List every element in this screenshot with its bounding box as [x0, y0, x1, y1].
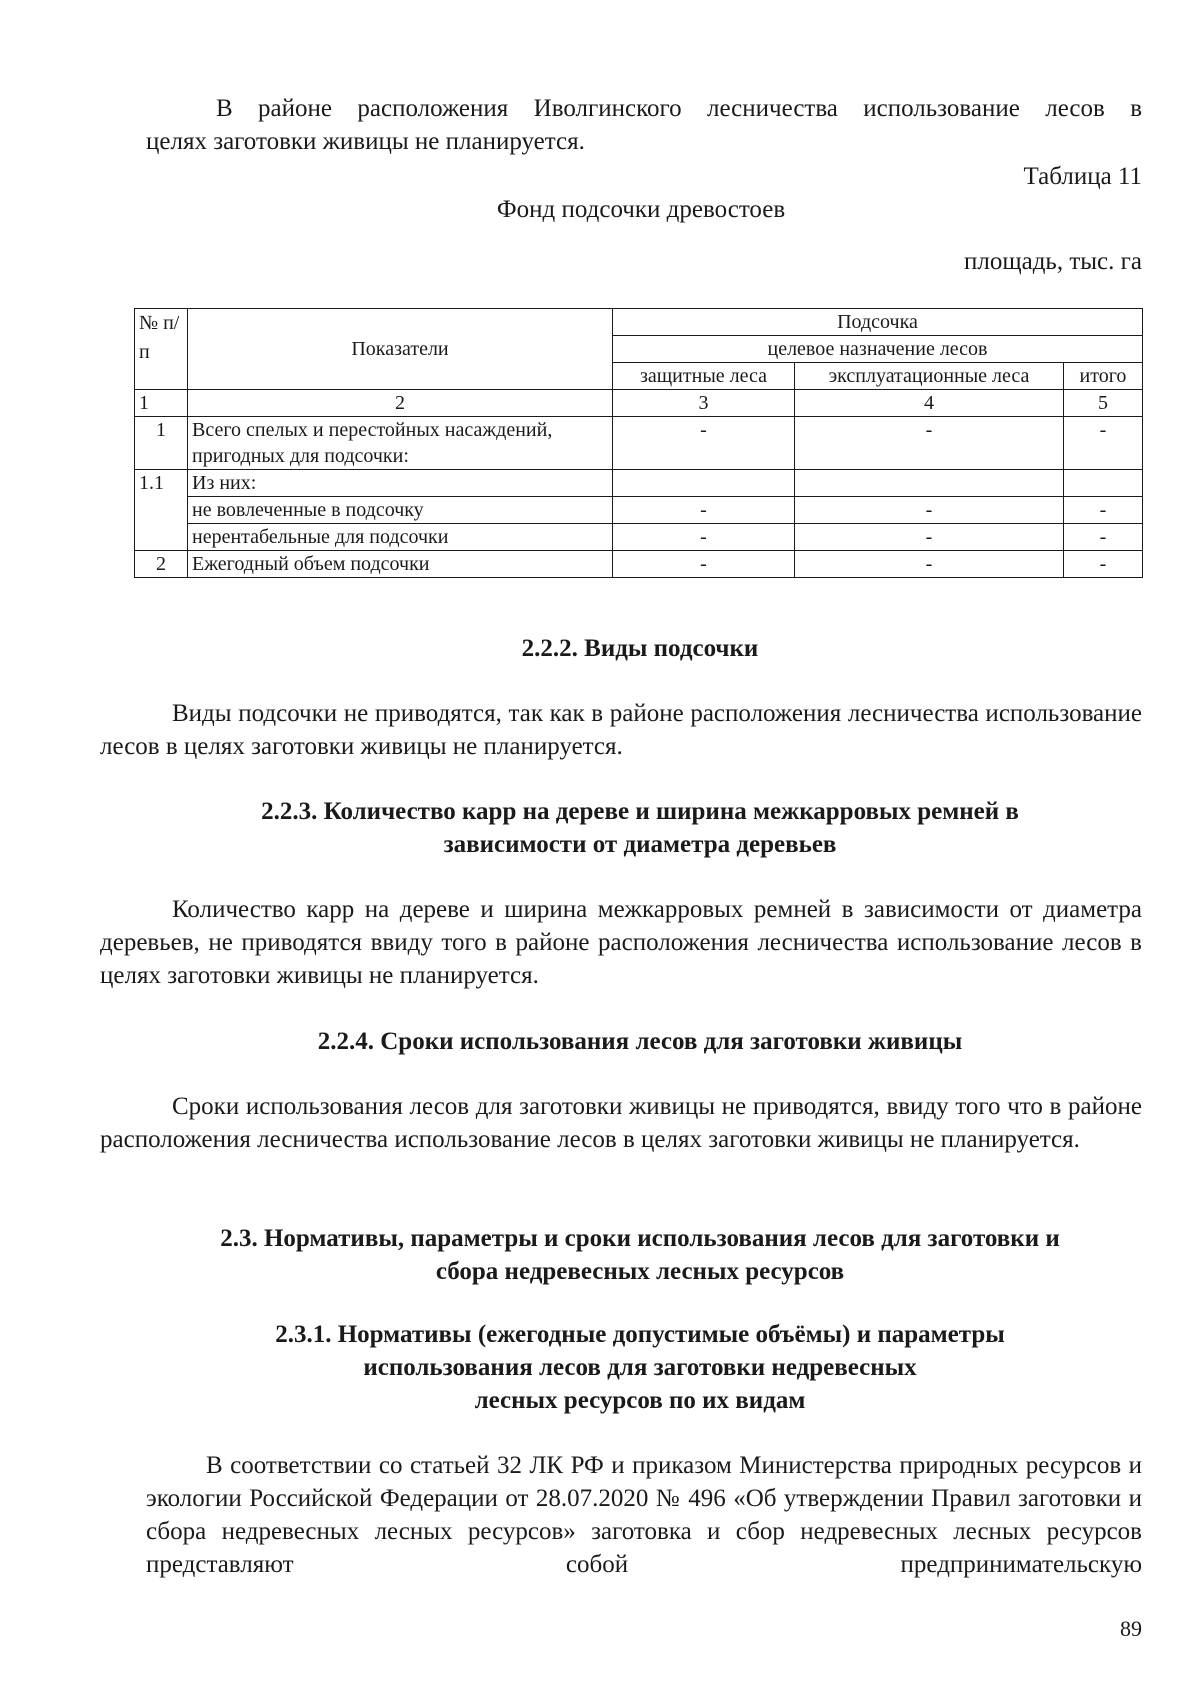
heading-2-2-2: 2.2.2. Виды подсочки — [521, 635, 759, 662]
heading-2-2-4: 2.2.4. Сроки использования лесов для заготовки живицы — [317, 1028, 963, 1055]
heading-2-3-line-2: сбора недревесных лесных ресурсов — [435, 1258, 845, 1285]
tapping-fund-table — [134, 308, 1143, 578]
row-c5: - — [1064, 524, 1143, 551]
heading-2-2-3-line-1: 2.2.3. Количество карр на дереве и ширина межкарровых ремней в — [261, 798, 1019, 825]
colnum-2: 2 — [188, 390, 613, 417]
heading-2-3-1-line-2: использования лесов для заготовки недревесных — [363, 1354, 917, 1381]
header-protective: защитные леса — [613, 363, 795, 390]
row-c3: - — [613, 551, 795, 578]
paragraph-2-2-3: Количество карр на дереве и ширина межкарровых ремней в зависимости от диаметра деревьев, не приводятся ввиду того в районе расположения лесничества использование лесов в целях заготовки живицы не планируется. — [100, 896, 1142, 989]
row-c5: - — [1064, 417, 1143, 470]
header-purpose: целевое назначение лесов — [613, 336, 1143, 363]
table-unit: площадь, тыс. га — [964, 248, 1142, 275]
row-num — [135, 497, 188, 524]
colnum-4: 4 — [795, 390, 1064, 417]
column-number-row — [135, 390, 1143, 417]
colnum-1: 1 — [135, 390, 188, 417]
table-title: Фонд подсочки древостоев — [496, 196, 786, 223]
heading-2-3-line-1: 2.3. Нормативы, параметры и сроки использования лесов для заготовки и — [220, 1225, 1060, 1252]
row-name: нерентабельные для подсочки — [188, 524, 613, 551]
header-num: № п/п — [135, 309, 188, 390]
row-num: 1.1 — [135, 470, 188, 497]
header-tapping: Подсочка — [613, 309, 1143, 336]
intro-line-1: В районе расположения Иволгинского лесничества использование лесов в — [216, 95, 1142, 122]
row-num: 2 — [135, 551, 188, 578]
row-c3 — [613, 470, 795, 497]
row-name: Из них: — [188, 470, 613, 497]
intro-line-2: целях заготовки живицы не планируется. — [146, 128, 585, 155]
table-row — [135, 470, 1143, 497]
table-row — [135, 524, 1143, 551]
row-c5 — [1064, 470, 1143, 497]
row-num: 1 — [135, 417, 188, 470]
row-c4: - — [795, 417, 1064, 470]
row-num — [135, 524, 188, 551]
row-c3: - — [613, 524, 795, 551]
row-c4: - — [795, 497, 1064, 524]
heading-2-2-3-line-2: зависимости от диаметра деревьев — [443, 831, 837, 858]
header-exploitation: эксплуатационные леса — [795, 363, 1064, 390]
row-c5: - — [1064, 497, 1143, 524]
paragraph-2-2-4: Сроки использования лесов для заготовки живицы не приводятся, ввиду того что в районе расположения лесничества использование лесов в целях заготовки живицы не планируется. — [100, 1093, 1142, 1153]
table-label: Таблица 11 — [1023, 163, 1142, 190]
row-name: Всего спелых и перестойных насаждений, пригодных для подсочки: — [188, 417, 613, 470]
table-row — [135, 497, 1143, 524]
header-indicators: Показатели — [188, 309, 613, 390]
row-name: не вовлеченные в подсочку — [188, 497, 613, 524]
row-c4: - — [795, 524, 1064, 551]
header-total: итого — [1064, 363, 1143, 390]
row-c4: - — [795, 551, 1064, 578]
page-number: 89 — [1120, 1616, 1142, 1641]
heading-2-3-1-line-1: 2.3.1. Нормативы (ежегодные допустимые объёмы) и параметры — [275, 1321, 1005, 1348]
row-c5: - — [1064, 551, 1143, 578]
colnum-5: 5 — [1064, 390, 1143, 417]
row-c3: - — [613, 497, 795, 524]
row-c3: - — [613, 417, 795, 470]
table-row — [135, 551, 1143, 578]
colnum-3: 3 — [613, 390, 795, 417]
row-c4 — [795, 470, 1064, 497]
heading-2-3-1-line-3: лесных ресурсов по их видам — [474, 1387, 806, 1414]
table-row — [135, 417, 1143, 470]
row-name: Ежегодный объем подсочки — [188, 551, 613, 578]
paragraph-2-3-1: В соответствии со статьей 32 ЛК РФ и приказом Министерства природных ресурсов и экологии Российской Федерации от 28.07.2020 № 496 «Об утверждении Правил заготовки и сбора недревесных лесных ресурсов» заготовка и сбор недревесных лесных ресурсов представляют собой предпринимательскую — [146, 1452, 1142, 1578]
paragraph-2-2-2: Виды подсочки не приводятся, так как в районе расположения лесничества использование лесов в целях заготовки живицы не планируется. — [100, 700, 1142, 760]
